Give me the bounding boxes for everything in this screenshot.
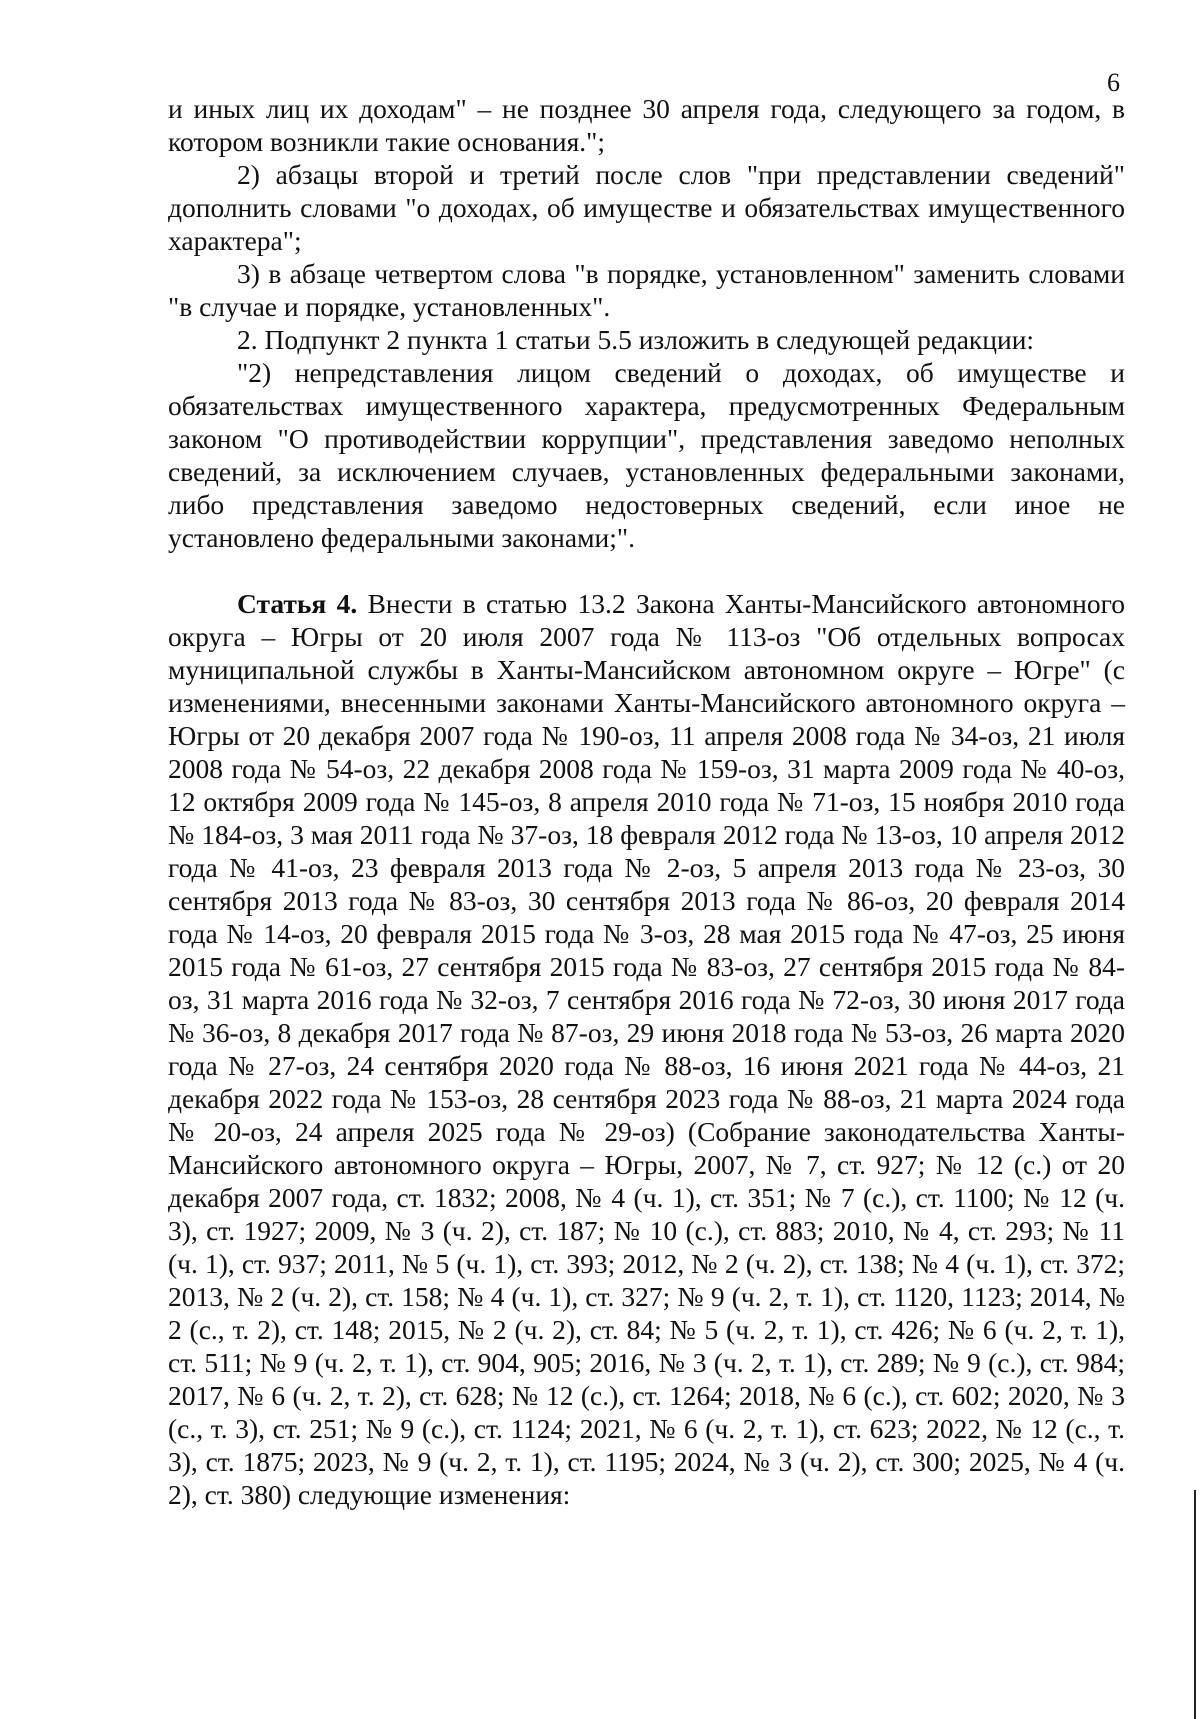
paragraph-item-3: 3) в абзаце четвертом слова "в порядке, установленном" заменить словами "в случае и порядке, установленных".: [168, 258, 1125, 322]
article-4-paragraph: [168, 587, 1125, 1511]
article-heading: Статья 4.: [237, 588, 358, 619]
paragraph-item-2: 2) абзацы второй и третий после слов "при представлении сведений" дополнить словами "о доходах, об имуществе и обязательствах имущественного характера";: [168, 159, 1125, 256]
article-text: Внести в статью 13.2 Закона Ханты-Мансийского автономного округа – Югры от 20 июля 2007 года № 113-оз "Об отдельных вопросах муниципальной службы в Ханты-Мансийском автономном округе – Югре" (с изменениями, внесенными законами Ханты-Мансийского автономного округа – Югры от 20 декабря 2007 года № 190-оз, 11 апреля 2008 года № 34-оз, 21 июля 2008 года № 54-оз, 22 декабря 2008 года № 159-оз, 31 марта 2009 года № 40-оз, 12 октября 2009 года № 145-оз, 8 апреля 2010 года № 71-оз, 15 ноября 2010 года № 184-оз, 3 мая 2011 года № 37-оз, 18 февраля 2012 года № 13-оз, 10 апреля 2012 года № 41-оз, 23 февраля 2013 года № 2-оз, 5 апреля 2013 года № 23-оз, 30 сентября 2013 года № 83-оз, 30 сентября 2013 года № 86-оз, 20 февраля 2014 года № 14-оз, 20 февраля 2015 года № 3-оз, 28 мая 2015 года № 47-оз, 25 июня 2015 года № 61-оз, 27 сентября 2015 года № 83-оз, 27 сентября 2015 года № 84-оз, 31 марта 2016 года № 32-оз, 7 сентября 2016 года № 72-оз, 30 июня 2017 года № 36-оз, 8 декабря 2017 года № 87-оз, 29 июня 2018 года № 53-оз, 26 марта 2020 года № 27-оз, 24 сентября 2020 года № 88-оз, 16 июня 2021 года № 44-оз, 21 декабря 2022 года № 153-оз, 28 сентября 2023 года № 88-оз, 21 марта 2024 года № 20-оз, 24 апреля 2025 года № 29-оз) (Собрание законодательства Ханты-Мансийского автономного округа – Югры, 2007, № 7, ст. 927; № 12 (с.) от 20 декабря 2007 года, ст. 1832; 2008, № 4 (ч. 1), ст. 351; № 7 (с.), ст. 1100; № 12 (ч. 3), ст. 1927; 2009, № 3 (ч. 2), ст. 187; № 10 (с.), ст. 883; 2010, № 4, ст. 293; № 11 (ч. 1), ст. 937; 2011, № 5 (ч. 1), ст. 393; 2012, № 2 (ч. 2), ст. 138; № 4 (ч. 1), ст. 372; 2013, № 2 (ч. 2), ст. 158; № 4 (ч. 1), ст. 327; № 9 (ч. 2, т. 1), ст. 1120, 1123; 2014, № 2 (с., т. 2), ст. 148; 2015, № 2 (ч. 2), ст. 84; № 5 (ч. 2, т. 1), ст. 426; № 6 (ч. 2, т. 1), ст. 511; № 9 (ч. 2, т. 1), ст. 904, 905; 2016, № 3 (ч. 2, т. 1), ст. 289; № 9 (с.), ст. 984; 2017, № 6 (ч. 2, т. 2), ст. 628; № 12 (с.), ст. 1264; 2018, № 6 (с.), ст. 602; 2020, № 3 (с., т. 3), ст. 251; № 9 (с.), ст. 1124; 2021, № 6 (ч. 2, т. 1), ст. 623; 2022, № 12 (с., т. 3), ст. 1875; 2023, № 9 (ч. 2, т. 1), ст. 1195; 2024, № 3 (ч. 2), ст. 300; 2025, № 4 (ч. 2), ст. 380) следующие изменения:: [168, 588, 1125, 1510]
paragraph-new-wording: "2) непредставления лицом сведений о доходах, об имуществе и обязательствах имущественного характера, предусмотренных Федеральным законом "О противодействии коррупции", представления заведомо неполных сведений, за исключением случаев, установленных федеральными законами, либо представления заведомо недостоверных сведений, если иное не установлено федеральными законами;".: [168, 357, 1125, 553]
paragraph-point-2: 2. Подпункт 2 пункта 1 статьи 5.5 изложить в следующей редакции:: [237, 324, 1035, 355]
paragraph-continuation: и иных лиц их доходам" – не позднее 30 апреля года, следующего за годом, в котором возникли такие основания.";: [168, 93, 1125, 157]
scan-edge-line: [1194, 1490, 1196, 1719]
page-number: 6: [1107, 68, 1120, 97]
document-body: [168, 92, 1125, 1511]
